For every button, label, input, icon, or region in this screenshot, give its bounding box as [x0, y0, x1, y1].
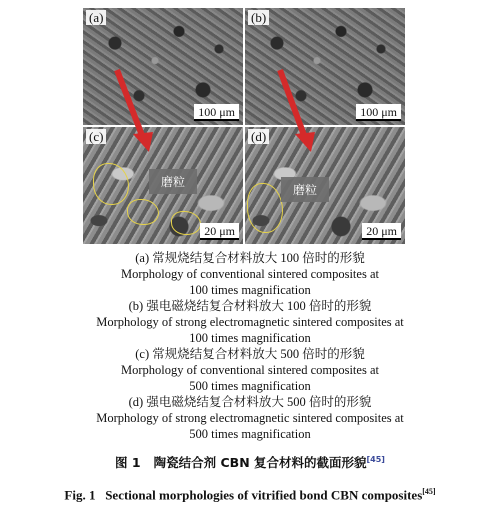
figure-title-english [0, 487, 500, 503]
caption-line: 500 times magnification [189, 379, 311, 393]
panel-b-image [245, 8, 405, 125]
caption-line: Morphology of strong electromagnetic sintered composites at [96, 315, 404, 329]
sem-figure [83, 8, 405, 244]
subfigure-captions [0, 250, 500, 442]
caption-line: Morphology of strong electromagnetic sintered composites at [96, 411, 404, 425]
panel-c-image [83, 127, 243, 244]
caption-line: 500 times magnification [189, 427, 311, 441]
figure-number-en: Fig. 1 [64, 487, 96, 503]
caption-line: Morphology of conventional sintered composites at [121, 363, 379, 377]
caption-line: (b) 强电磁烧结复合材料放大 100 倍时的形貌 [128, 299, 372, 313]
panel-d-image [245, 127, 405, 244]
panel-a-label: (a) [86, 10, 106, 25]
panel-b-label: (b) [248, 10, 269, 25]
grain-outline [171, 211, 201, 235]
panel-c-label: (c) [86, 129, 106, 144]
panel-a-image [83, 8, 243, 125]
panel-b-scale-bar: 100 μm [356, 104, 401, 121]
caption-line: 100 times magnification [189, 331, 311, 345]
figure-title-chinese [0, 453, 500, 471]
caption-line: 100 times magnification [189, 283, 311, 297]
figure-title-cn-ref: [45] [366, 454, 385, 464]
caption-line: Morphology of conventional sintered composites at [121, 267, 379, 281]
panel-d-scale-bar: 20 μm [362, 223, 401, 240]
panel-c-scale-bar: 20 μm [200, 223, 239, 240]
caption-line: (d) 强电磁烧结复合材料放大 500 倍时的形貌 [128, 395, 372, 409]
grain-outline [127, 199, 159, 225]
caption-line: (a) 常规烧结复合材料放大 100 倍时的形貌 [135, 251, 365, 265]
figure-title-cn-text: 陶瓷结合剂 CBN 复合材料的截面形貌 [153, 455, 367, 470]
grain-outline [93, 163, 129, 205]
panel-c-grain-label: 磨粒 [149, 169, 197, 194]
figure-title-en-ref: [45] [422, 487, 436, 496]
figure-number-cn: 图 1 [115, 455, 141, 470]
panel-d-grain-label: 磨粒 [281, 177, 329, 202]
grain-outline [247, 183, 283, 233]
panel-d-label: (d) [248, 129, 269, 144]
caption-line: (c) 常规烧结复合材料放大 500 倍时的形貌 [135, 347, 365, 361]
panel-a-scale-bar: 100 μm [194, 104, 239, 121]
figure-title-en-text: Sectional morphologies of vitrified bond CBN composites [105, 487, 423, 503]
